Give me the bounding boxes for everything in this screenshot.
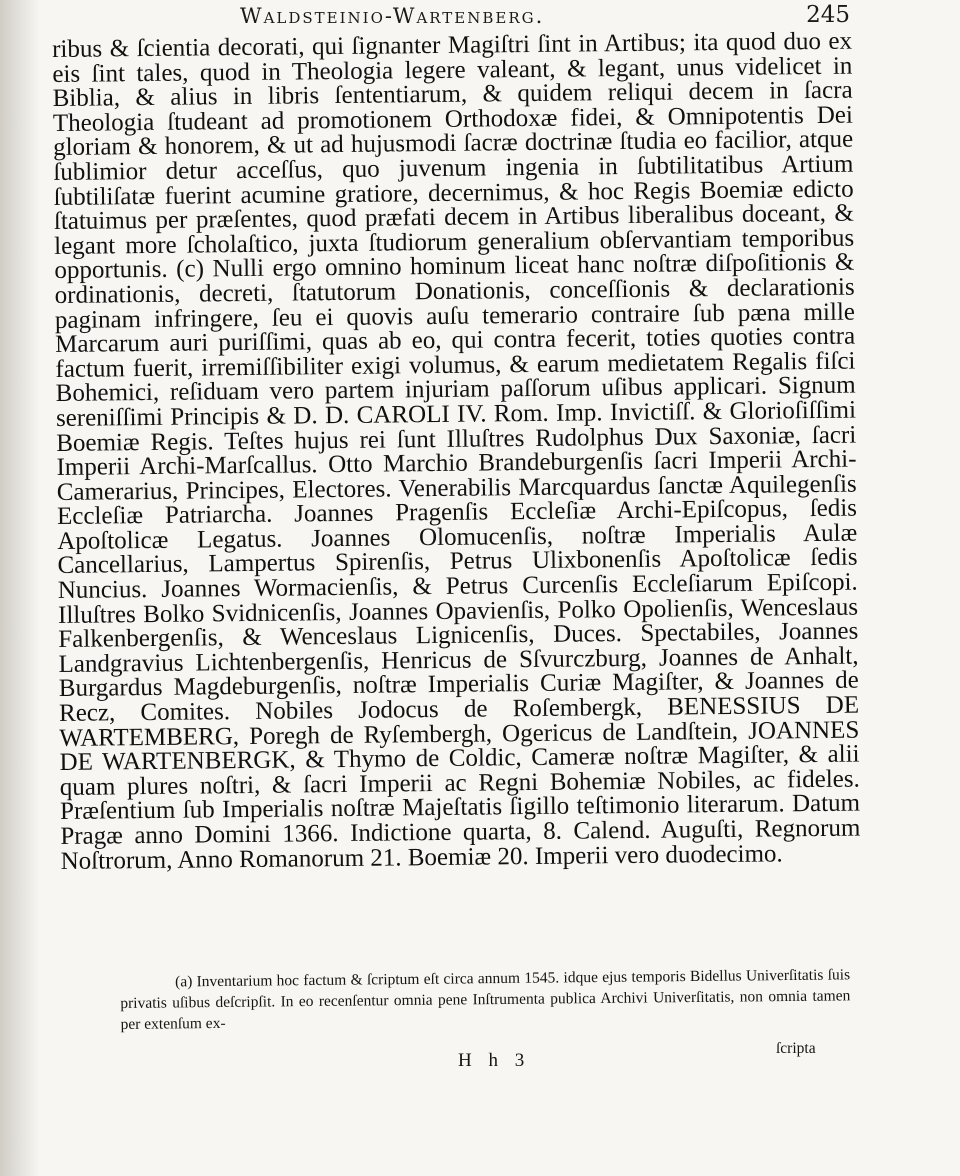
catchword: ſcripta <box>776 1040 816 1057</box>
page-number: 245 <box>806 2 850 28</box>
signature-mark: H h 3 <box>458 1050 531 1071</box>
running-head <box>60 2 850 32</box>
footnote <box>120 964 851 1035</box>
body-text <box>51 27 861 875</box>
gutter-shadow <box>0 0 40 1176</box>
body-paragraph: ribus & ſcientia decorati, qui ſignanter Magiſtri ſint in Artibus; ita quod duo ex eis ſint tales, quod in Theologia legere valeant, & legant, unus videlicet in Biblia, & alius in libris ſententiarum, & quidem reliqui decem in ſacra Theologia ſtudeant ad promotionem Orthodoxæ fidei, & Omnipotentis Dei gloriam & honorem, & ut ad hujusmodi ſacræ doctrinæ ſtudia eo facilior, atque ſublimior detur acceſſus, quo juvenum ingenia in ſubtilitatibus Artium ſubtiliſatæ fuerint acumine gratiore, decernimus, & hoc Regis Boemiæ edicto ſtatuimus per præſentes, quod præfati decem in Artibus liberalibus doceant, & legant more ſcholaſtico, juxta ſtudiorum generalium obſervantiam temporibus opportunis. (c) Nulli ergo omnino hominum liceat hanc noſtræ diſpoſitionis & ordinationis, decreti, ſtatutorum Donationis, conceſſionis & declarationis paginam infringere, ſeu ei quovis auſu temerario contraire ſub pæna mille Marcarum auri puriſſimi, quas ab eo, qui contra fecerit, toties quoties contra factum fuerit, irremiſſibiliter exigi volumus, & earum medietatem Regalis fiſci Bohemici, reſiduam vero partem injuriam paſſorum uſibus applicari. Signum sereniſſimi Principis & D. D. CAROLI IV. Rom. Imp. Invictiſſ. & Glorioſiſſimi Boemiæ Regis. Teſtes hujus rei ſunt Illuſtres Rudolphus Dux Saxoniæ, ſacri Imperii Archi-Marſcallus. Otto Marchio Brandeburgenſis ſacri Imperii Archi-Camerarius, Principes, Electores. Venerabilis Marcquardus ſanctæ Aquilegenſis Eccleſiæ Patriarcha. Joannes Pragenſis Eccleſiæ Archi-Epiſcopus, ſedis Apoſtolicæ Legatus. Joannes Olomucenſis, noſtræ Imperialis Aulæ Cancellarius, Lampertus Spirenſis, Petrus Ulixbonenſis Apoſtolicæ ſedis Nuncius. Joannes Wormacienſis, & Petrus Curcenſis Eccleſiarum Epiſcopi. Illuſtres Bolko Svidnicenſis, Joannes Opavienſis, Polko Opolienſis, Wenceslaus Falkenbergenſis, & Wenceslaus Lignicenſis, Duces. Spectabiles, Joannes Landgravius Lichtenbergenſis, Henricus de Sſvurczburg, Joannes de Anhalt, Burgardus Magdeburgenſis, noſtræ Imperialis Curiæ Magiſter, & Joannes de Recz, Comites. Nobiles Jodocus de Roſembergk, BENESSIUS DE WARTEMBERG, Poregh de Ryſembergh, Ogericus de Landſtein, JOANNES DE WARTENBERGK, & Thymo de Coldic, Cameræ noſtræ Magiſter, & alii quam plures noſtri, & ſacri Imperii ac Regni Bohemiæ Nobiles, ac fideles. Præſentium ſub Imperialis noſtræ Majeſtatis ſigillo teſtimonio literarum. Datum Pragæ anno Domini 1366. Indictione quarta, 8. Calend. Auguſti, Regnorum Noſtrorum, Anno Romanorum 21. Boemiæ 20. Imperii vero duodecimo. <box>51 27 861 875</box>
running-title: Waldsteinio-Wartenberg. <box>240 4 545 28</box>
footnote-text: (a) Inventarium hoc factum & ſcriptum eſt circa annum 1545. idque ejus temporis Bidellus Univerſitatis ſuis privatis uſibus deſcripſit. In eo recenſentur omnia pene Inſtrumenta publica Archivi Univerſitatis, non omnia tamen per extenſum ex- <box>120 966 851 1033</box>
